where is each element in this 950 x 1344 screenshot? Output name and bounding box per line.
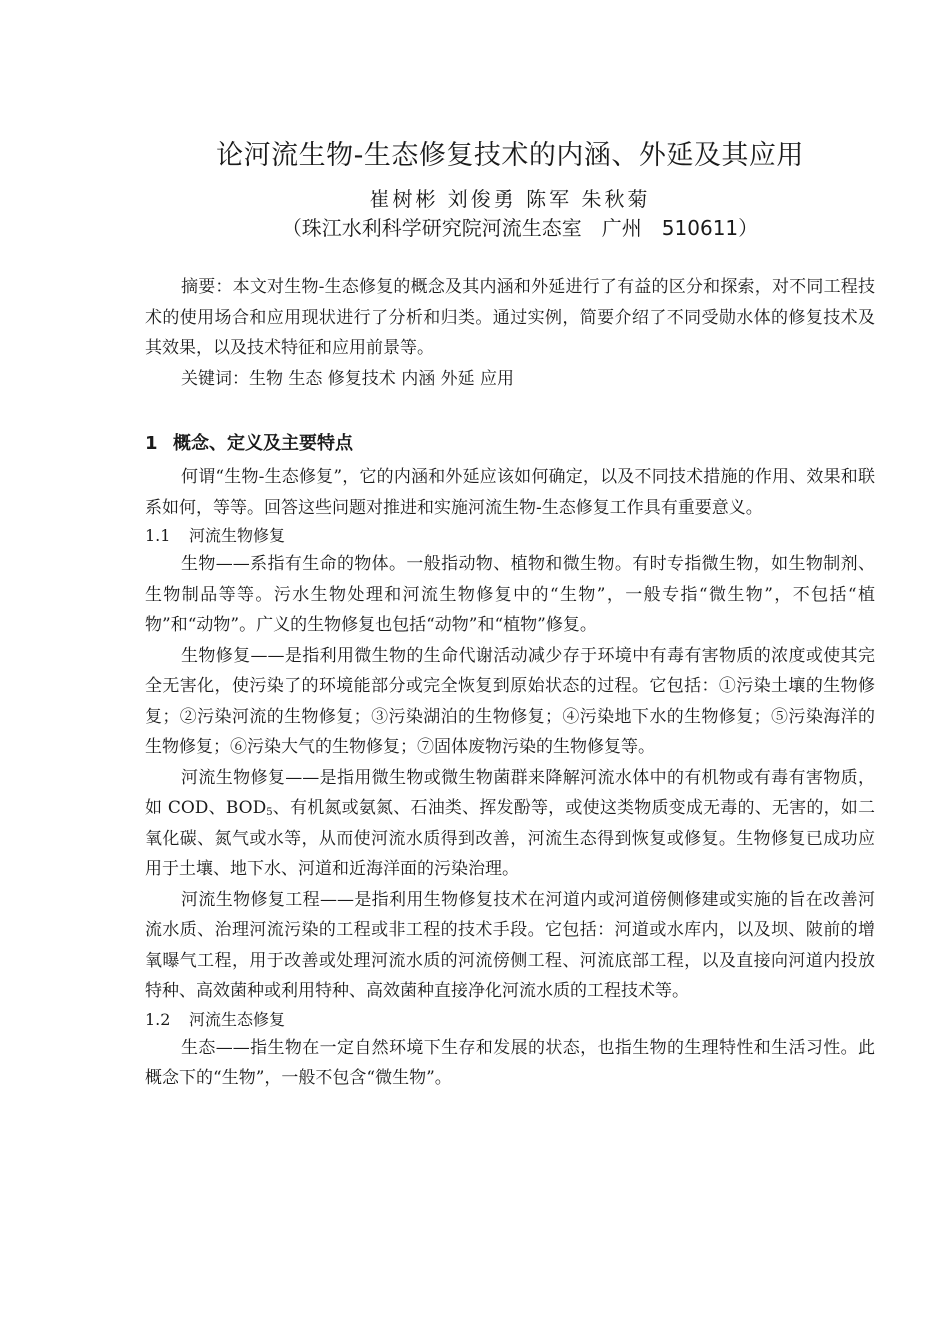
paragraph-river-bioremediation-engineering: 河流生物修复工程——是指利用生物修复技术在河道内或河道傍侧修建或实施的旨在改善河流水质、治理河流污染的工程或非工程的技术手段。它包括：河道或水库内，以及坝、陂前的增氧曝气工程，用于改善或处理河流水质的河流傍侧工程、河流底部工程，以及直接向河道内投放特种、高效菌种或利用特种、高效菌种直接净化河流水质的工程技术等。 xyxy=(145,889,875,1001)
paragraph-bioremediation: 生物修复——是指利用微生物的生命代谢活动减少存于环境中有毒有害物质的浓度或使其完全无害化，使污染了的环境能部分或完全恢复到原始状态的过程。它包括：①污染土壤的生物修复；②污染河流的生物修复；③污染湖泊的生物修复；④污染地下水的生物修复；⑤污染海洋的生物修复；⑥污染大气的生物修复；⑦固体废物污染的生物修复等。 xyxy=(145,645,875,757)
paragraph-river-bioremediation: 河流生物修复——是指用微生物或微生物菌群来降解河流水体中的有机物或有毒有害物质，如 COD、$BOD_5$、有机氮或氨氮、石油类、挥发酚等，或使这类物质变成无毒的、无害的，如二氧化碳、氮气或水等，从而使河流水质得到改善，河流生态得到恢复或修复。生物修复已成功应用于土壤、地下水、河道和近海洋面的污染治理。 xyxy=(145,767,875,879)
subsection-heading xyxy=(145,523,875,549)
affiliation: （珠江水利科学研究院河流生态室 广州 510611） xyxy=(281,216,759,240)
subsection-title: 河流生态修复 xyxy=(189,1009,286,1029)
paragraph-ecology: 生态——指生物在一定自然环境下生存和发展的状态，也指生物的生理特性和生活习性。此概念下的“生物”，一般不包含“微生物”。 xyxy=(145,1037,875,1088)
section-intro-paragraph: 何谓“生物-生态修复”，它的内涵和外延应该如何确定，以及不同技术措施的作用、效果和联系如何，等等。回答这些问题对推进和实施河流生物-生态修复工作具有重要意义。 xyxy=(145,467,875,518)
subsection-heading xyxy=(145,1007,875,1033)
section-1 xyxy=(145,416,875,1094)
subsection-title: 河流生物修复 xyxy=(189,526,286,545)
section-heading xyxy=(145,430,875,458)
keywords-line: 关键词：生物 生态 修复技术 内涵 外延 应用 xyxy=(181,368,515,389)
abstract-block xyxy=(145,272,875,394)
paper-title: 论河流生物-生态修复技术的内涵、外延及其应用 xyxy=(216,140,804,171)
author-list: 崔树彬 刘俊勇 陈军 朱秋菊 xyxy=(369,187,651,211)
section-number: 1 xyxy=(145,433,158,454)
paragraph-biology: 生物——系指有生命的物体。一般指动物、植物和微生物。有时专指微生物，如生物制剂、生物制品等等。污水生物处理和河流生物修复中的“生物”，一般专指“微生物”，不包括“植物”和“动物”。广义的生物修复也包括“动物”和“植物”修复。 xyxy=(145,554,875,635)
subscript: 5 xyxy=(266,807,273,818)
subsection-number: 1.2 xyxy=(145,1009,171,1029)
subsection-number: 1.1 xyxy=(145,526,171,545)
section-title: 概念、定义及主要特点 xyxy=(173,433,353,454)
abstract-paragraph: 摘要：本文对生物-生态修复的概念及其内涵和外延进行了有益的区分和探索，对不同工程技术的使用场合和应用现状进行了分析和归类。通过实例，简要介绍了不同受勋水体的修复技术及其效果，以及技术特征和应用前景等。 xyxy=(145,277,875,358)
